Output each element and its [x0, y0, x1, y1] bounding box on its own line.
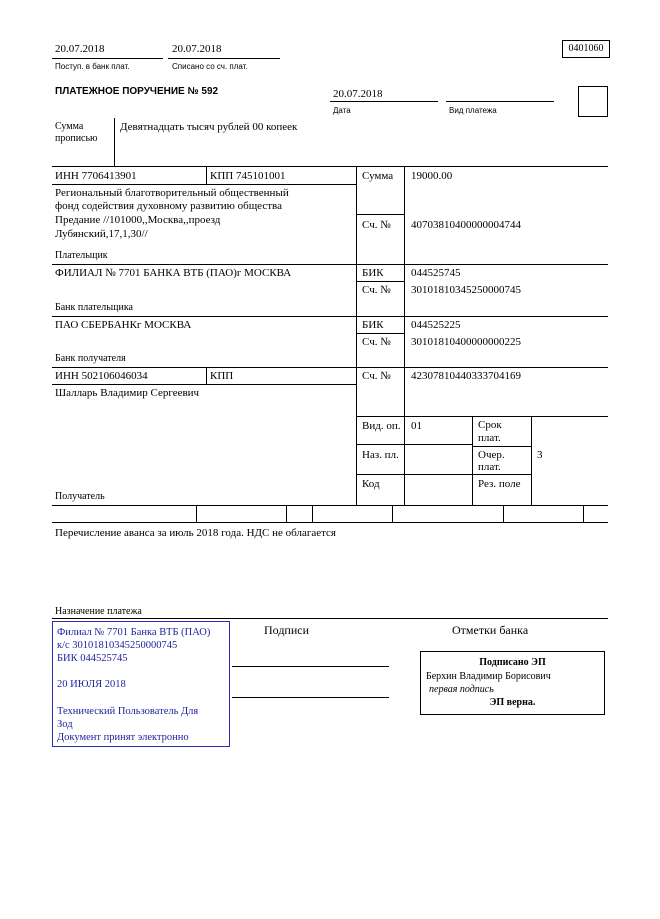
form-code: 0401060 [568, 43, 604, 54]
priority-label-2: плат. [478, 461, 501, 473]
priority-label-1: Очер. [478, 449, 505, 461]
debited-date: 20.07.2018 [172, 43, 222, 55]
signature-line-2 [232, 697, 389, 698]
received-label: Поступ. в банк плат. [55, 62, 130, 71]
document-date: 20.07.2018 [333, 88, 383, 100]
signatures-label: Подписи [264, 623, 310, 637]
stamp-user-line: Документ принят электронно [57, 732, 189, 743]
amount-words-label-1: Сумма [55, 121, 84, 132]
stamp-user-line: Технический Пользователь Для [57, 706, 199, 717]
amount-value: 19000.00 [411, 170, 453, 182]
payer-label: Плательщик [55, 250, 108, 261]
stamp-line: БИК 044525745 [57, 653, 128, 664]
payer-bank-label: Банк плательщика [55, 302, 133, 313]
payer-inn: ИНН 7706413901 [55, 170, 137, 182]
recipient-account-label: Сч. № [362, 370, 391, 382]
recipient-name: Шалларь Владимир Сергеевич [55, 387, 200, 399]
e-signature-box [420, 651, 605, 715]
form-code-box [562, 40, 610, 58]
stamp-date: 20 ИЮЛЯ 2018 [57, 679, 126, 690]
payment-type-box [578, 86, 608, 117]
term-label-2: плат. [478, 432, 501, 444]
payer-name-line: фонд содействия духовному развитию общества [55, 200, 282, 212]
recipient-bank-bik-label: БИК [362, 319, 384, 331]
recipient-bank-bik: 044525225 [411, 319, 461, 331]
signature-line-1 [232, 666, 389, 667]
reserve-field-label: Рез. поле [478, 478, 521, 490]
payer-bank-account-label: Сч. № [362, 284, 391, 296]
signer-name: Берхин Владимир Борисович [426, 671, 551, 682]
signed-label: Подписано ЭП [479, 657, 546, 668]
document-title: ПЛАТЕЖНОЕ ПОРУЧЕНИЕ № 592 [55, 86, 219, 97]
op-type-value: 01 [411, 420, 422, 432]
bank-stamp [52, 621, 230, 747]
stamp-line: Филиал № 7701 Банка ВТБ (ПАО) [57, 627, 211, 638]
code-label: Код [362, 478, 380, 490]
amount-words-value: Девятнадцать тысяч рублей 00 копеек [120, 121, 298, 133]
stamp-line: к/с 30101810345250000745 [57, 640, 178, 651]
recipient-bank-account: 30101810400000000225 [411, 336, 521, 348]
recipient-bank-name: ПАО СБЕРБАНКг МОСКВА [55, 319, 192, 331]
payer-kpp: КПП 745101001 [210, 170, 286, 182]
payment-purpose-label: Назначение платежа [55, 606, 142, 617]
payer-bank-account: 30101810345250000745 [411, 284, 521, 296]
recipient-account: 42307810440333704169 [411, 370, 521, 382]
op-type-label: Вид. оп. [362, 420, 401, 432]
debited-label: Списано со сч. плат. [172, 62, 248, 71]
payer-name-line: Предание //101000,,Москва,,проезд [55, 214, 221, 226]
recipient-label: Получатель [55, 491, 105, 502]
signature-note: первая подпись [429, 684, 494, 695]
recipient-kpp: КПП [210, 370, 234, 382]
signature-verified: ЭП верна. [489, 697, 536, 708]
term-label-1: Срок [478, 419, 502, 431]
payer-account: 40703810400000004744 [411, 219, 521, 231]
payer-bank-name: ФИЛИАЛ № 7701 БАНКА ВТБ (ПАО)г МОСКВА [55, 267, 292, 279]
payer-account-label: Сч. № [362, 219, 391, 231]
bank-marks-label: Отметки банка [452, 623, 529, 637]
date-label: Дата [333, 106, 351, 115]
stamp-user-line: Зод [57, 719, 73, 730]
recipient-bank-label: Банк получателя [55, 353, 126, 364]
amount-label: Сумма [362, 170, 394, 182]
recipient-inn: ИНН 502106046034 [55, 370, 148, 382]
payer-bank-bik-label: БИК [362, 267, 384, 279]
payer-name-line: Региональный благотворительный общественный [55, 187, 289, 199]
purpose-code-label: Наз. пл. [362, 449, 399, 461]
recipient-bank-account-label: Сч. № [362, 336, 391, 348]
amount-words-label-2: прописью [55, 133, 98, 144]
payment-type-label: Вид платежа [449, 106, 497, 115]
priority-value: 3 [537, 449, 543, 461]
received-date: 20.07.2018 [55, 43, 105, 55]
payment-purpose-text: Перечисление аванса за июль 2018 года. НДС не облагается [55, 527, 336, 539]
payer-name-line: Лубянский,17,1,30// [55, 228, 148, 240]
payer-bank-bik: 044525745 [411, 267, 461, 279]
